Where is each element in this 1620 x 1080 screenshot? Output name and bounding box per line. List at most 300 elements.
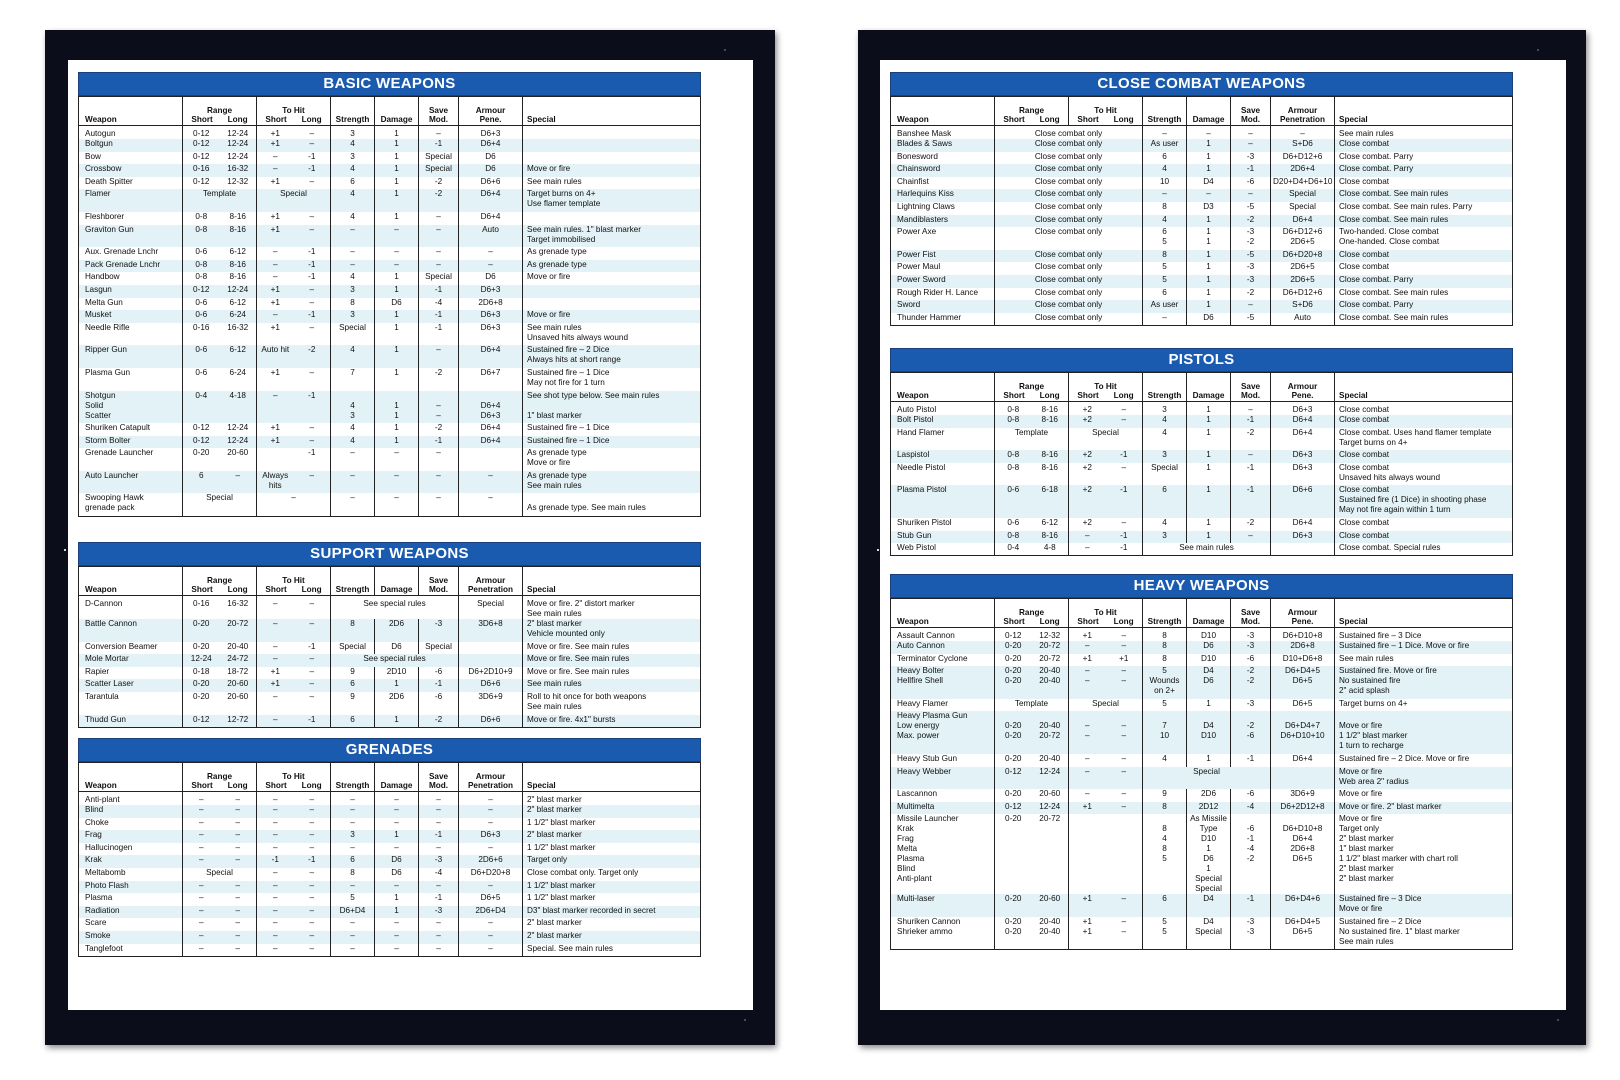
cell-special: See main rules Unsaved hits always wound bbox=[523, 323, 701, 346]
weapons-table bbox=[78, 96, 701, 517]
cell-range-span: Close combat only bbox=[995, 126, 1143, 140]
cell-range-short: – bbox=[198, 930, 204, 940]
cell-special: Sustained fire – 2 Dice Always hits at short range bbox=[523, 345, 701, 368]
cell-special: Move or fire Web area 2" radius bbox=[1335, 767, 1513, 790]
cell-special: Move or fire bbox=[523, 164, 701, 177]
cell-to-hit-short: – bbox=[272, 259, 278, 269]
cell-special: Move or fire 1 1/2" blast marker 1 turn to recharge bbox=[1335, 711, 1513, 754]
cell-to-hit bbox=[1069, 894, 1143, 917]
cell-range-span: Template bbox=[995, 699, 1069, 712]
cell-damage: 1 bbox=[375, 679, 419, 692]
table-row bbox=[891, 518, 1513, 531]
cell-range bbox=[995, 802, 1069, 815]
cell-range bbox=[995, 814, 1069, 894]
cell-save-mod: -2 bbox=[1231, 428, 1271, 451]
section-title: GRENADES bbox=[78, 738, 701, 762]
cell-armour: – bbox=[459, 818, 523, 831]
cell-range bbox=[995, 894, 1069, 917]
cell-special: 2" blast marker bbox=[523, 792, 701, 806]
cell-range-span: Close combat only bbox=[995, 250, 1143, 263]
cell-range bbox=[995, 518, 1069, 531]
cell-special: Sustained fire – 1 Dice bbox=[523, 423, 701, 436]
cell-special: 2" blast marker bbox=[523, 805, 701, 818]
cell-save-mod: -2 bbox=[419, 177, 459, 190]
cell-special: Move or fire. 2" distort marker See main rules bbox=[523, 596, 701, 620]
cell-to-hit-long: – bbox=[1121, 894, 1127, 904]
cell-range-long: – bbox=[235, 805, 241, 814]
left-card bbox=[45, 30, 775, 1045]
table-row bbox=[891, 917, 1513, 950]
cell-range-long: 20-60 bbox=[1039, 894, 1061, 904]
cell-range-long: 8-16 bbox=[1041, 530, 1058, 540]
cell-to-hit-long: – bbox=[309, 423, 315, 433]
cell-range-short: 0-12 bbox=[193, 714, 210, 724]
cell-range-long: 6-12 bbox=[229, 345, 246, 355]
cell-range bbox=[183, 881, 257, 894]
cell-armour: D6+4 bbox=[459, 436, 523, 449]
cell-range bbox=[995, 917, 1069, 950]
cell-to-hit-long: +1 bbox=[1119, 653, 1129, 663]
heavy-weapons-section bbox=[890, 574, 1513, 950]
cell-to-hit-short: +1 bbox=[270, 367, 280, 377]
cell-range-long: – bbox=[235, 817, 241, 827]
cell-weapon: Scatter Laser bbox=[79, 679, 183, 692]
cell-save-mod: – bbox=[419, 126, 459, 140]
cell-save-mod: Special bbox=[419, 642, 459, 655]
header-long: Long bbox=[301, 781, 322, 790]
cell-damage: 1 bbox=[375, 368, 419, 391]
cell-weapon: Meltabomb bbox=[79, 868, 183, 881]
cell-save-mod: -3 bbox=[419, 906, 459, 919]
cell-range-span: Close combat only bbox=[995, 189, 1143, 202]
cell-to-hit bbox=[1069, 463, 1143, 486]
cell-weapon: Lascannon bbox=[891, 789, 995, 802]
cell-strength: – bbox=[331, 918, 375, 931]
table-row bbox=[891, 275, 1513, 288]
header-to-hit bbox=[1069, 97, 1143, 126]
cell-strength: 8 bbox=[331, 298, 375, 311]
cell-weapon: Crossbow bbox=[79, 164, 183, 177]
cell-to-hit-short: – bbox=[272, 247, 278, 257]
cell-damage: 1 bbox=[1187, 215, 1231, 228]
cell-armour: D6+2D12+8 bbox=[1271, 802, 1335, 815]
cell-to-hit-short: +1 bbox=[270, 322, 280, 332]
cell-range-long: 8-16 bbox=[1041, 415, 1058, 424]
cell-to-hit bbox=[257, 471, 331, 494]
cell-to-hit bbox=[1069, 641, 1143, 654]
cell-to-hit bbox=[257, 323, 331, 346]
cell-damage: 2D6 bbox=[375, 619, 419, 642]
cell-special: Sustained fire – 2 Dice No sustained fire. 1" blast marker See main rules bbox=[1335, 917, 1513, 950]
cell-special bbox=[523, 126, 701, 140]
cell-armour: – bbox=[459, 881, 523, 894]
cell-range-short: – bbox=[198, 918, 204, 928]
cell-stats-span: Special bbox=[1143, 767, 1271, 790]
header-to-hit-sub bbox=[258, 781, 329, 790]
header-short: Short bbox=[191, 115, 213, 124]
pistols-section bbox=[890, 348, 1513, 556]
cell-to-hit bbox=[257, 792, 331, 806]
cell-range bbox=[995, 402, 1069, 416]
cell-range bbox=[183, 667, 257, 680]
cell-to-hit-long: -2 bbox=[308, 345, 316, 355]
cell-damage: 1 bbox=[1187, 300, 1231, 313]
cell-range-short: 0-6 bbox=[1007, 517, 1020, 527]
cell-to-hit-short: +1 bbox=[1082, 894, 1092, 904]
cell-damage: – bbox=[375, 931, 419, 944]
cell-range-span: Close combat only bbox=[995, 262, 1143, 275]
cell-to-hit bbox=[257, 225, 331, 248]
header-range bbox=[183, 763, 257, 792]
header-short: Short bbox=[1077, 115, 1099, 124]
header-to-hit-sub bbox=[1070, 115, 1141, 124]
cell-special: Close combat. Uses hand flamer template Target burns on 4+ bbox=[1335, 428, 1513, 451]
header-save-mod: Save Mod. bbox=[419, 763, 459, 792]
cell-damage: 1 bbox=[1187, 288, 1231, 301]
cell-armour: D6+3 bbox=[459, 310, 523, 323]
cell-range-long: 12-72 bbox=[227, 714, 249, 724]
cell-damage: – bbox=[375, 260, 419, 273]
cell-damage: 1 bbox=[1187, 531, 1231, 544]
cell-damage: 1 bbox=[1187, 152, 1231, 165]
cell-weapon: Handbow bbox=[79, 272, 183, 285]
cell-range bbox=[183, 792, 257, 806]
cell-range-short: 0-20 bbox=[1005, 753, 1022, 763]
header-short: Short bbox=[265, 781, 287, 790]
cell-save-mod: -2 -2 bbox=[1231, 666, 1271, 699]
cell-armour: D6+3 bbox=[459, 126, 523, 140]
cell-weapon: Web Pistol bbox=[891, 543, 995, 556]
cell-armour: D6+D4+7 D6+D10+10 bbox=[1271, 711, 1335, 754]
cell-save-mod: -5 bbox=[1231, 202, 1271, 215]
table-row bbox=[79, 471, 701, 494]
cell-armour: D6 bbox=[459, 272, 523, 285]
cell-to-hit-short: – bbox=[272, 164, 278, 174]
cell-to-hit-short: +1 bbox=[270, 176, 280, 186]
cell-save-mod: – bbox=[419, 818, 459, 831]
cell-special: Target burns on 4+ Use flamer template bbox=[523, 189, 701, 212]
cell-strength: 3 bbox=[331, 152, 375, 165]
cell-weapon: Auto Pistol bbox=[891, 402, 995, 416]
table-row bbox=[79, 139, 701, 152]
table-row bbox=[79, 596, 701, 620]
header-damage: Damage bbox=[375, 567, 419, 596]
cell-strength: 4 bbox=[331, 423, 375, 436]
cell-save-mod: – bbox=[419, 931, 459, 944]
cell-save-mod: – bbox=[419, 448, 459, 471]
table-row bbox=[891, 189, 1513, 202]
cell-armour: D6+7 bbox=[459, 368, 523, 391]
header-to-hit bbox=[1069, 373, 1143, 402]
cell-to-hit-short: +2 bbox=[1082, 415, 1092, 424]
table-row bbox=[79, 715, 701, 728]
cell-strength: 4 bbox=[331, 164, 375, 177]
cell-damage: – bbox=[375, 471, 419, 494]
cell-armour: 2D6+D4 bbox=[459, 906, 523, 919]
cell-to-hit-long: – bbox=[309, 691, 315, 701]
cell-range bbox=[995, 767, 1069, 790]
cell-range-short: – bbox=[198, 817, 204, 827]
table-row bbox=[891, 215, 1513, 228]
cell-save-mod: -3 -3 bbox=[1231, 917, 1271, 950]
cell-strength: 6 bbox=[331, 715, 375, 728]
cell-save-mod: -3 bbox=[1231, 275, 1271, 288]
cell-special: Close combat bbox=[1335, 177, 1513, 190]
cell-range-long: 12-24 bbox=[227, 151, 249, 161]
cell-special: Sustained fire – 3 Dice Move or fire bbox=[1335, 894, 1513, 917]
header-special: Special bbox=[523, 567, 701, 596]
cell-strength: Special bbox=[331, 642, 375, 655]
cell-weapon: Thudd Gun bbox=[79, 715, 183, 728]
cell-range-short: 0-8 bbox=[195, 259, 208, 269]
cell-to-hit bbox=[1069, 711, 1143, 754]
cell-save-mod: -1 bbox=[1231, 894, 1271, 917]
header-armour: Armour Penetration bbox=[1271, 97, 1335, 126]
header-range bbox=[183, 567, 257, 596]
cell-save-mod: – bbox=[419, 881, 459, 894]
cell-range-long: – bbox=[235, 855, 241, 865]
cell-to-hit-short: – bbox=[272, 830, 278, 840]
cell-range-span: Close combat only bbox=[995, 164, 1143, 177]
cell-range bbox=[183, 679, 257, 692]
cell-to-hit-short: – bbox=[1084, 753, 1090, 763]
cell-damage: 2D10 bbox=[375, 667, 419, 680]
cell-range-short: – bbox=[198, 842, 204, 852]
cell-weapon: Power Sword bbox=[891, 275, 995, 288]
cell-strength: – bbox=[331, 493, 375, 516]
cell-range-long: 12-24 bbox=[227, 435, 249, 445]
cell-armour: 2D6+6 bbox=[459, 855, 523, 868]
table-row bbox=[891, 711, 1513, 754]
cell-range-short: 0-8 bbox=[195, 272, 208, 282]
cell-armour: D6+4 bbox=[1271, 415, 1335, 428]
cell-save-mod: -1 bbox=[419, 310, 459, 323]
cell-to-hit-short: +1 bbox=[270, 284, 280, 294]
cell-armour: D6+D10+8 D6+4 2D6+8 D6+5 bbox=[1271, 814, 1335, 894]
cell-range-short: 0-8 bbox=[1007, 462, 1020, 472]
cell-damage: – bbox=[375, 944, 419, 957]
cell-armour: D6+4 bbox=[1271, 754, 1335, 767]
cell-range bbox=[183, 310, 257, 323]
cell-stats-span: See special rules bbox=[331, 596, 459, 620]
header-long: Long bbox=[1113, 617, 1134, 626]
cell-save-mod: – – bbox=[419, 391, 459, 424]
cell-strength: 3 bbox=[331, 310, 375, 323]
cell-range-span: Close combat only bbox=[995, 288, 1143, 301]
cell-armour: – bbox=[459, 260, 523, 273]
cell-range-short: 0-20 bbox=[1005, 641, 1022, 650]
cell-special: Move or fire bbox=[523, 272, 701, 285]
cell-special: Roll to hit once for both weapons See main rules bbox=[523, 692, 701, 715]
cell-weapon: Flamer bbox=[79, 189, 183, 212]
table-row bbox=[891, 202, 1513, 215]
cell-save-mod: – bbox=[419, 260, 459, 273]
cell-strength: 3 bbox=[331, 126, 375, 140]
cell-to-hit-long: -1 bbox=[308, 259, 316, 269]
cell-range bbox=[183, 260, 257, 273]
cell-to-hit-long: -1 bbox=[1120, 450, 1128, 460]
cell-strength: 8 bbox=[1143, 641, 1187, 654]
cell-to-hit-span: Special bbox=[1069, 699, 1143, 712]
cell-special bbox=[523, 152, 701, 165]
table-row bbox=[79, 423, 701, 436]
cell-special: Close combat. See main rules bbox=[1335, 313, 1513, 326]
cell-to-hit-long: – bbox=[309, 930, 315, 940]
cell-damage: 1 bbox=[375, 436, 419, 449]
cell-range-span: Special bbox=[183, 493, 257, 516]
cell-range bbox=[995, 654, 1069, 667]
cell-armour bbox=[1271, 543, 1335, 556]
cell-range bbox=[183, 619, 257, 642]
header-armour: Armour Penetration bbox=[459, 763, 523, 792]
cell-weapon: Graviton Gun bbox=[79, 225, 183, 248]
header-weapon: Weapon bbox=[891, 373, 995, 402]
cell-strength: – bbox=[331, 931, 375, 944]
header-to-hit-label: To Hit bbox=[1094, 106, 1117, 115]
cell-special: Close combat. Special rules bbox=[1335, 543, 1513, 556]
table-row bbox=[79, 493, 701, 516]
cell-range-long: 16-32 bbox=[227, 599, 249, 608]
cell-armour: D6+4 bbox=[459, 212, 523, 225]
table-row bbox=[79, 818, 701, 831]
table-row bbox=[79, 642, 701, 655]
cell-to-hit-short: – bbox=[1084, 530, 1090, 540]
cell-special: Two-handed. Close combat One-handed. Close combat bbox=[1335, 227, 1513, 250]
header-range-label: Range bbox=[206, 106, 233, 115]
cell-strength: – bbox=[331, 944, 375, 957]
cell-save-mod: – bbox=[1231, 402, 1271, 416]
cell-special: Close combat. Parry bbox=[1335, 152, 1513, 165]
cell-weapon: Rough Rider H. Lance bbox=[891, 288, 995, 301]
cell-range-short: 0-20 bbox=[193, 691, 210, 701]
cell-special: Move or fire. See main rules bbox=[523, 642, 701, 655]
cell-range-short: 0-12 bbox=[1005, 766, 1022, 776]
cell-strength: – bbox=[331, 225, 375, 248]
cell-weapon: Scare bbox=[79, 918, 183, 931]
table-row bbox=[891, 628, 1513, 642]
header-to-hit-label: To Hit bbox=[1094, 608, 1117, 617]
cell-range-long: 8-16 bbox=[229, 259, 246, 269]
cell-strength: 4 bbox=[331, 272, 375, 285]
header-weapon: Weapon bbox=[79, 97, 183, 126]
weapons-table bbox=[890, 96, 1513, 326]
cell-armour: 2D6+4 bbox=[1271, 164, 1335, 177]
cell-save-mod: – bbox=[419, 247, 459, 260]
table-row bbox=[891, 543, 1513, 556]
cell-special: 1 1/2" blast marker bbox=[523, 843, 701, 856]
cell-strength: – bbox=[1143, 313, 1187, 326]
header-long: Long bbox=[1039, 391, 1060, 400]
cell-to-hit-span: – bbox=[257, 493, 331, 516]
table-row bbox=[891, 164, 1513, 177]
cell-to-hit-long: – bbox=[309, 943, 315, 953]
cell-damage: 1 bbox=[375, 906, 419, 919]
cell-to-hit bbox=[257, 177, 331, 190]
cell-to-hit-short: – bbox=[272, 918, 278, 928]
cell-range bbox=[183, 843, 257, 856]
cell-to-hit bbox=[257, 298, 331, 311]
table-row bbox=[79, 368, 701, 391]
cell-to-hit-short: – – bbox=[1084, 721, 1090, 741]
table-row bbox=[79, 323, 701, 346]
cell-weapon: Missile Launcher Krak Frag Melta Plasma Blind Anti-plant bbox=[891, 814, 995, 894]
cell-to-hit-short: +1 bbox=[1082, 631, 1092, 640]
cell-to-hit-long: – bbox=[309, 470, 315, 480]
cell-armour: D6+D10+8 bbox=[1271, 628, 1335, 642]
cell-to-hit bbox=[257, 805, 331, 818]
cell-to-hit-short: – bbox=[272, 930, 278, 940]
cell-special: See main rules. 1" blast marker Target immobilised bbox=[523, 225, 701, 248]
cell-to-hit-short: – bbox=[272, 905, 278, 915]
cell-to-hit-long: – bbox=[1121, 405, 1127, 414]
cell-to-hit bbox=[1069, 917, 1143, 950]
cell-range-short: 0-12 bbox=[193, 139, 210, 148]
cell-range bbox=[183, 139, 257, 152]
cell-to-hit-long: – – bbox=[1121, 721, 1127, 741]
cell-damage: D6 bbox=[1187, 641, 1231, 654]
header-short: Short bbox=[1003, 617, 1025, 626]
cell-to-hit-short: – bbox=[272, 880, 278, 890]
cell-range-long: 20-40 20-40 bbox=[1039, 666, 1061, 686]
table-row bbox=[79, 164, 701, 177]
cell-damage: 1 bbox=[375, 345, 419, 368]
cell-range bbox=[183, 225, 257, 248]
header-short: Short bbox=[191, 781, 213, 790]
cell-save-mod: -2 bbox=[419, 715, 459, 728]
cell-armour: D6 bbox=[459, 164, 523, 177]
cell-to-hit-long: – bbox=[309, 893, 315, 903]
cell-range bbox=[995, 415, 1069, 428]
cell-range-short: 0-8 bbox=[1007, 530, 1020, 540]
cell-to-hit-short: – bbox=[272, 893, 278, 903]
cell-range-long: 12-32 bbox=[1039, 631, 1061, 640]
cell-special: Move or fire. See main rules bbox=[523, 654, 701, 667]
cell-save-mod: -3 -2 bbox=[1231, 227, 1271, 250]
cell-armour bbox=[1271, 767, 1335, 790]
cell-range-span: Close combat only bbox=[995, 275, 1143, 288]
cell-range-short: 0-12 bbox=[193, 151, 210, 161]
cell-range-short: 0-12 bbox=[193, 284, 210, 294]
cell-range bbox=[995, 754, 1069, 767]
table-row bbox=[79, 619, 701, 642]
cell-range-short: – bbox=[198, 905, 204, 915]
cell-to-hit bbox=[1069, 450, 1143, 463]
header-special: Special bbox=[523, 763, 701, 792]
cell-range-span: Template bbox=[995, 428, 1069, 451]
cell-weapon: Heavy Bolter Hellfire Shell bbox=[891, 666, 995, 699]
cell-range-short: 0-12 bbox=[1005, 631, 1022, 640]
cell-range-short: – bbox=[198, 943, 204, 953]
cell-strength: 6 bbox=[1143, 485, 1187, 518]
cell-special: As grenade type. See main rules bbox=[523, 493, 701, 516]
cell-weapon: Assault Cannon bbox=[891, 628, 995, 642]
cell-strength: 4 bbox=[331, 189, 375, 212]
cell-to-hit-long: – bbox=[309, 905, 315, 915]
cell-strength: 7 10 bbox=[1143, 711, 1187, 754]
cell-to-hit-short: +2 bbox=[1082, 517, 1092, 527]
cell-save-mod: -2 bbox=[1231, 518, 1271, 531]
cell-to-hit bbox=[257, 368, 331, 391]
cell-save-mod: -3 bbox=[1231, 628, 1271, 642]
cell-to-hit bbox=[257, 830, 331, 843]
cell-armour: – bbox=[459, 931, 523, 944]
cell-range-short: 0-12 bbox=[193, 423, 210, 433]
cell-range bbox=[995, 628, 1069, 642]
cell-special: See main rules bbox=[1335, 126, 1513, 140]
table-row bbox=[79, 285, 701, 298]
cell-range-short: 0-4 bbox=[195, 390, 208, 400]
cell-armour: – bbox=[459, 792, 523, 806]
